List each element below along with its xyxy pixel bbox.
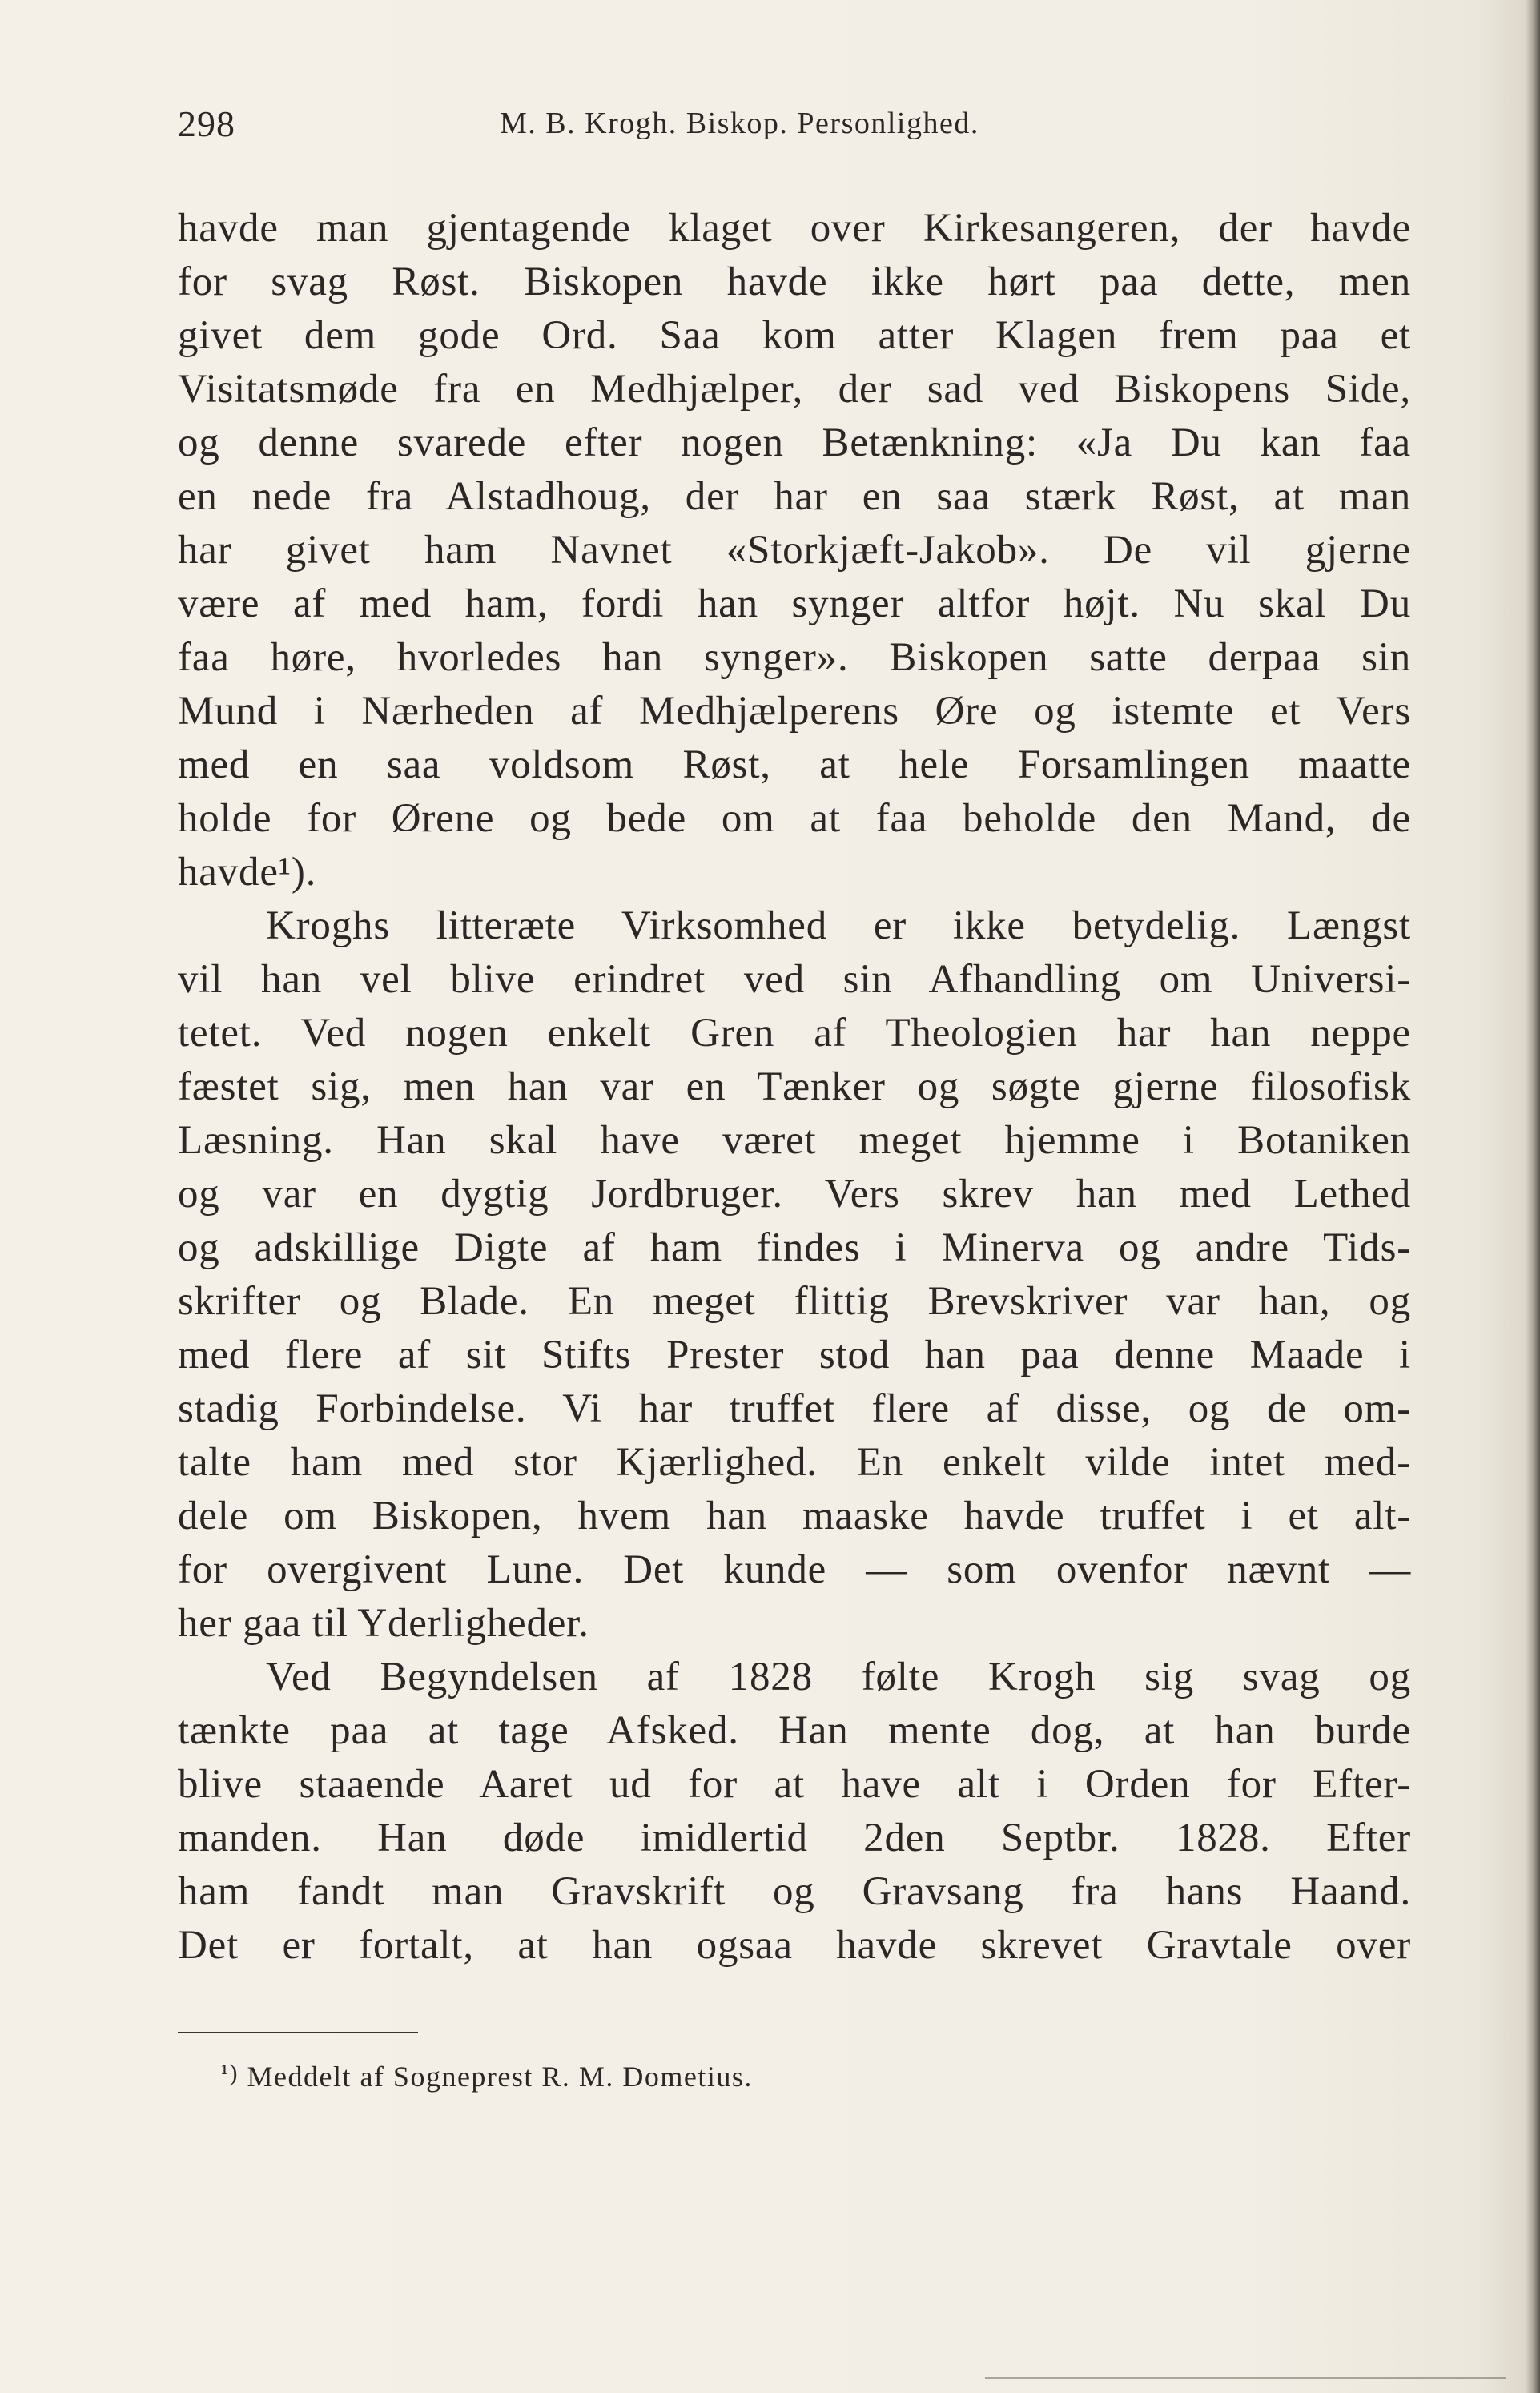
- text-line: har givet ham Navnet «Storkjæft-Jakob». De vil gjerne: [178, 528, 1411, 573]
- text-line: fæstet sig, men han var en Tænker og søgte gjerne filosofisk: [178, 1064, 1411, 1109]
- running-head: M. B. Krogh. Biskop. Personlighed.: [500, 107, 979, 140]
- text-line: Mund i Nærheden af Medhjælperens Øre og istemte et Vers: [178, 689, 1411, 734]
- text-line: vil han vel blive erindret ved sin Afhandling om Universi-: [178, 957, 1411, 1002]
- text-line: ham fandt man Gravskrift og Gravsang fra hans Haand.: [178, 1869, 1411, 1914]
- text-line: Læsning. Han skal have været meget hjemme i Botaniken: [178, 1118, 1411, 1163]
- text-line: stadig Forbindelse. Vi har truffet flere af disse, og de om-: [178, 1386, 1411, 1431]
- text-line: talte ham med stor Kjærlighed. En enkelt vilde intet med-: [178, 1440, 1411, 1485]
- text-line: Kroghs litteræte Virksomhed er ikke betydelig. Længst: [266, 903, 1411, 948]
- footnote-mark: ¹): [221, 2060, 239, 2086]
- text-line: og adskillige Digte af ham findes i Minerva og andre Tids-: [178, 1225, 1411, 1270]
- text-line: her gaa til Yderligheder.: [178, 1601, 589, 1646]
- body-text: [178, 202, 1411, 1973]
- text-line: tetet. Ved nogen enkelt Gren af Theologien har han neppe: [178, 1011, 1411, 1056]
- text-line: være af med ham, fordi han synger altfor højt. Nu skal Du: [178, 581, 1411, 626]
- text-line: og var en dygtig Jordbruger. Vers skrev han med Lethed: [178, 1172, 1411, 1217]
- text-line: med flere af sit Stifts Prester stod han paa denne Maade i: [178, 1333, 1411, 1377]
- footnote-text: Meddelt af Sogneprest R. M. Dometius.: [247, 2061, 753, 2093]
- text-line: dele om Biskopen, hvem han maaske havde truffet i et alt-: [178, 1494, 1411, 1538]
- page-edge-shadow: [1526, 0, 1540, 2393]
- text-line: for overgivent Lune. Det kunde — som ovenfor nævnt —: [178, 1547, 1411, 1592]
- text-line: manden. Han døde imidlertid 2den Septbr. 1828. Efter: [178, 1816, 1411, 1860]
- text-line: Ved Begyndelsen af 1828 følte Krogh sig svag og: [266, 1655, 1411, 1699]
- text-line: blive staaende Aaret ud for at have alt i Orden for Efter-: [178, 1762, 1411, 1807]
- footnote: [221, 2060, 753, 2093]
- text-line: givet dem gode Ord. Saa kom atter Klagen frem paa et: [178, 313, 1411, 358]
- text-line: med en saa voldsom Røst, at hele Forsamlingen maatte: [178, 742, 1411, 787]
- page-curl-line: [985, 2377, 1506, 2379]
- text-line: Visitatsmøde fra en Medhjælper, der sad ved Biskopens Side,: [178, 367, 1411, 412]
- text-line: en nede fra Alstadhoug, der har en saa stærk Røst, at man: [178, 474, 1411, 519]
- page-number: 298: [178, 103, 235, 144]
- text-line: holde for Ørene og bede om at faa beholde den Mand, de: [178, 796, 1411, 841]
- text-line: tænkte paa at tage Afsked. Han mente dog, at han burde: [178, 1708, 1411, 1753]
- text-line: faa høre, hvorledes han synger». Biskopen satte derpaa sin: [178, 635, 1411, 680]
- text-line: havde man gjentagende klaget over Kirkesangeren, der havde: [178, 206, 1411, 251]
- text-line: havde¹).: [178, 850, 317, 895]
- text-line: for svag Røst. Biskopen havde ikke hørt paa dette, men: [178, 259, 1411, 304]
- footnote-divider: [178, 2032, 418, 2033]
- text-line: og denne svarede efter nogen Betænkning: «Ja Du kan faa: [178, 420, 1411, 465]
- text-line: skrifter og Blade. En meget flittig Brevskriver var han, og: [178, 1279, 1411, 1324]
- page-header: [178, 103, 1411, 151]
- text-line: Det er fortalt, at han ogsaa havde skrevet Gravtale over: [178, 1923, 1411, 1968]
